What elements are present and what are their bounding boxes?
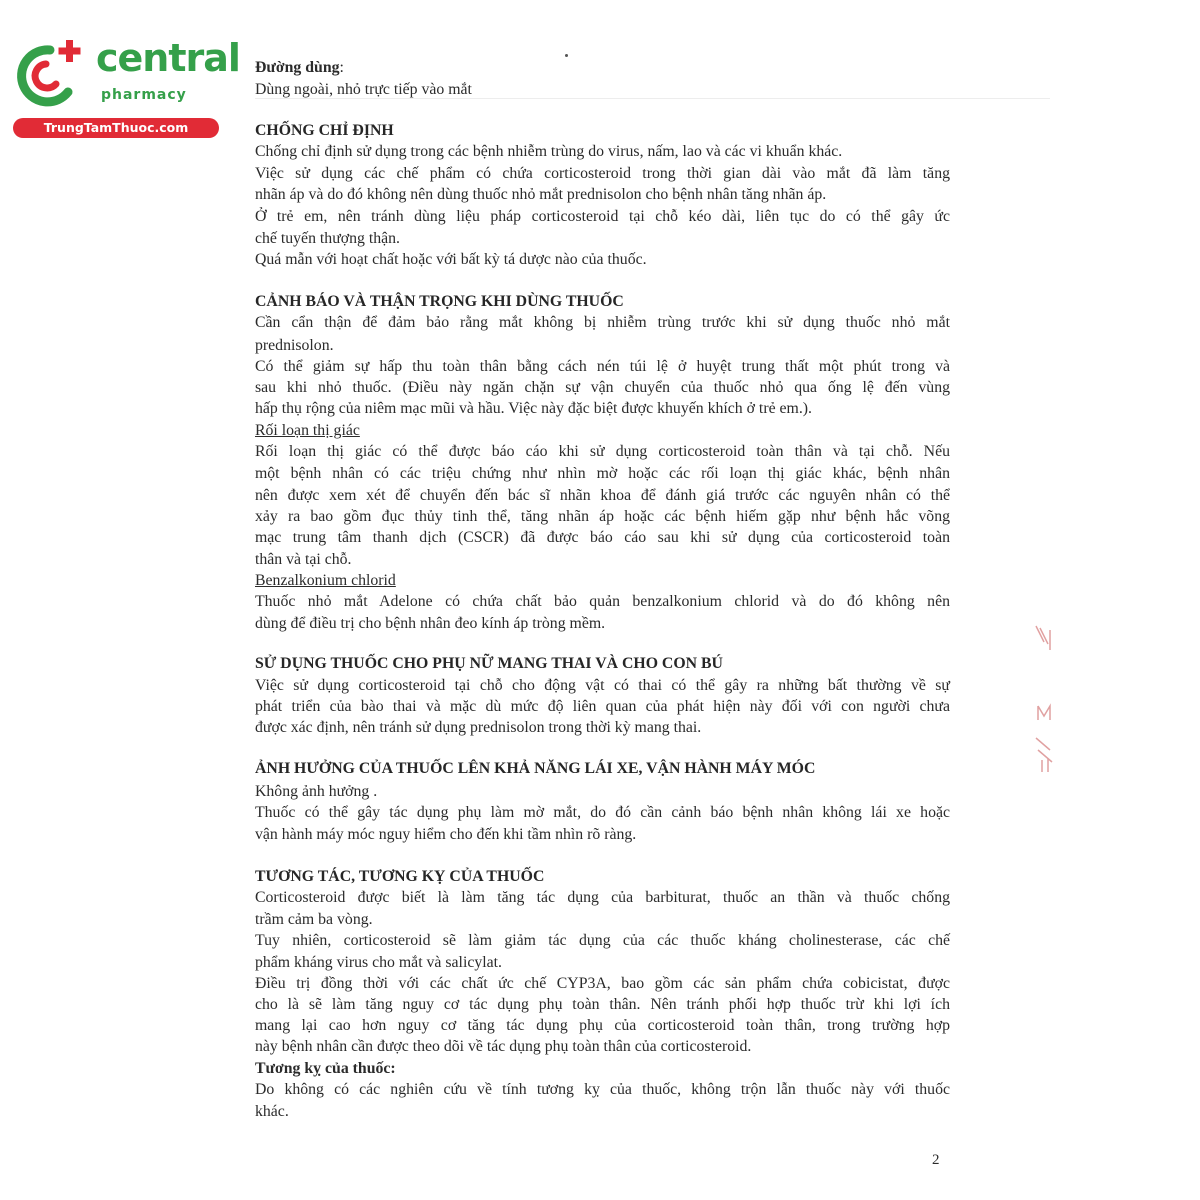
pregnancy-title: SỬ DỤNG THUỐC CHO PHỤ NỮ MANG THAI VÀ CHO CON BÚ — [255, 655, 723, 672]
logo-name: central — [96, 36, 240, 80]
visual-disturbance-subtitle: Rối loạn thị giác — [255, 422, 360, 439]
text-line: một bệnh nhân có các triệu chứng như nhìn mờ hoặc các rối loạn thị giác khác, bệnh nhân — [255, 465, 950, 482]
text-line: khác. — [255, 1103, 289, 1120]
text-line: cho là sẽ làm tăng nguy cơ tác dụng phụ toàn thân. Nên tránh phối hợp thuốc trừ khi lợi ích — [255, 996, 950, 1013]
contraindications-title: CHỐNG CHỈ ĐỊNH — [255, 122, 394, 139]
text-line: Cần cẩn thận để đảm bảo rằng mắt không bị nhiễm trùng trước khi sử dụng thuốc nhỏ mắt — [255, 314, 950, 331]
logo-subtitle: pharmacy — [101, 87, 187, 103]
text-line: nhãn áp và do đó không nên dùng thuốc nhỏ mắt prednisolon cho bệnh nhân tăng nhãn áp. — [255, 186, 827, 203]
text-line: vận hành máy móc nguy hiểm cho đến khi tầm nhìn rõ ràng. — [255, 826, 637, 843]
text-line: trầm cảm ba vòng. — [255, 911, 373, 928]
text-line: Ở trẻ em, nên tránh dùng liệu pháp corticosteroid tại chỗ kéo dài, liên tục do có thể gây ức — [255, 208, 950, 225]
text-line: phát triển của bào thai và mặc dù mức độ liên quan của phát hiện này đối với con người chưa — [255, 698, 950, 715]
text-line: nên được xem xét để chuyển đến bác sĩ nhãn khoa để đánh giá trước các nguyên nhân có thể — [255, 487, 950, 504]
text-line: chế tuyến thượng thận. — [255, 230, 401, 247]
text-line: được xác định, nên tránh sử dụng prednisolon trong thời kỳ mang thai. — [255, 719, 702, 736]
benzalkonium-subtitle: Benzalkonium chlorid — [255, 572, 396, 589]
text-line: Corticosteroid được biết là làm tăng tác dụng của barbiturat, thuốc an thần và thuốc chống — [255, 889, 950, 906]
incompatibility-subtitle: Tương kỵ của thuốc: — [255, 1060, 396, 1077]
driving-title: ẢNH HƯỞNG CỦA THUỐC LÊN KHẢ NĂNG LÁI XE, VẬN HÀNH MÁY MÓC — [255, 760, 816, 777]
scan-speck — [565, 54, 568, 57]
stamp-mark-icon — [1030, 620, 1060, 780]
text-line: Có thể giảm sự hấp thu toàn thân bằng cách nén túi lệ ở huyệt trung thất một phút trong và — [255, 358, 950, 375]
text-line: Việc sử dụng các chế phẩm có chứa corticosteroid trong thời gian dài vào mắt đã làm tăng — [255, 165, 950, 182]
warnings-title: CẢNH BÁO VÀ THẬN TRỌNG KHI DÙNG THUỐC — [255, 293, 624, 310]
divider — [255, 98, 1050, 99]
page-number: 2 — [932, 1152, 940, 1168]
text-line: Chống chỉ định sử dụng trong các bệnh nhiễm trùng do virus, nấm, lao và các vi khuẩn khác. — [255, 143, 843, 160]
text-line: Thuốc có thể gây tác dụng phụ làm mờ mắt, do đó cần cảnh báo bệnh nhân không lái xe hoặc — [255, 804, 950, 821]
route-text: Dùng ngoài, nhỏ trực tiếp vào mắt — [255, 81, 472, 98]
text-line: prednisolon. — [255, 337, 334, 354]
text-line: mang lại cao hơn nguy cơ tăng tác dụng phụ của corticosteroid toàn thân, trong trường hợp — [255, 1017, 950, 1034]
text-line: Quá mẫn với hoạt chất hoặc với bất kỳ tá dược nào của thuốc. — [255, 251, 647, 268]
text-line: Do không có các nghiên cứu về tính tương kỵ của thuốc, không trộn lẫn thuốc này với thuốc — [255, 1081, 950, 1098]
text-line: hấp thụ rộng của niêm mạc mũi và hầu. Việc này đặc biệt được khuyến khích ở trẻ em.). — [255, 400, 812, 417]
text-line: Thuốc nhỏ mắt Adelone có chứa chất bảo quản benzalkonium chlorid và do đó không nên — [255, 593, 950, 610]
route-heading-line — [255, 58, 950, 78]
text-line: Tuy nhiên, corticosteroid sẽ làm giảm tác dụng của các thuốc kháng cholinesterase, các chế — [255, 932, 950, 949]
text-line: Việc sử dụng corticosteroid tại chỗ cho động vật có thai có thể gây ra những bất thường về sự — [255, 677, 950, 694]
central-pharmacy-logo[interactable] — [10, 36, 240, 138]
pharmacy-cross-icon — [10, 38, 90, 108]
text-line: phẩm kháng virus cho mắt và salicylat. — [255, 954, 502, 971]
text-line: xảy ra bao gồm đục thủy tinh thể, tăng nhãn áp hoặc các bệnh hiếm gặp như bệnh hắc võng — [255, 508, 950, 525]
route-label: Đường dùng — [255, 59, 340, 76]
text-line: sau khi nhỏ thuốc. (Điều này ngăn chặn sự vận chuyển của thuốc nhỏ qua ống lệ đến vùng — [255, 379, 950, 396]
text-line: Không ảnh hưởng . — [255, 783, 378, 800]
text-line: Rối loạn thị giác có thể được báo cáo khi sử dụng corticosteroid toàn thân và tại chỗ. Nếu — [255, 443, 950, 460]
text-line: Điều trị đồng thời với các chất ức chế CYP3A, bao gồm các sản phẩm chứa cobicistat, được — [255, 975, 950, 992]
text-line: này bệnh nhân cần được theo dõi về tác dụng phụ toàn thân của corticosteroid. — [255, 1038, 752, 1055]
text-line: thân và tại chỗ. — [255, 551, 352, 568]
text-line: dùng để điều trị cho bệnh nhân đeo kính áp tròng mềm. — [255, 615, 606, 632]
text-line: mạc trung tâm thanh dịch (CSCR) đã được báo cáo sau khi sử dụng của corticosteroid toàn — [255, 529, 950, 546]
interactions-title: TƯƠNG TÁC, TƯƠNG KỴ CỦA THUỐC — [255, 868, 545, 885]
logo-website[interactable]: TrungTamThuoc.com — [13, 118, 219, 138]
route-colon: : — [339, 59, 344, 76]
